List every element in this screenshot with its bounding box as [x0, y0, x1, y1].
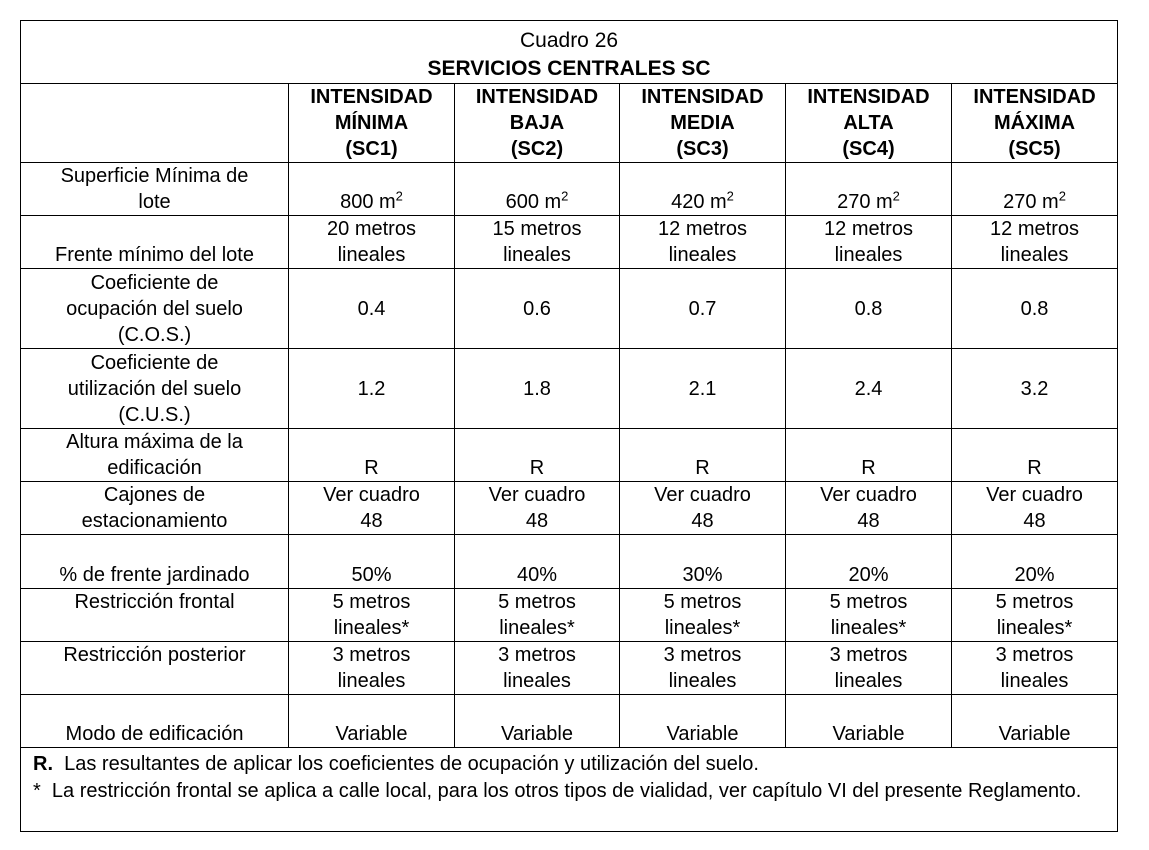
table-cell: 600 $m^2$: [455, 163, 620, 216]
row-label: Coeficiente de utilización del suelo (C.U.S.): [21, 349, 289, 429]
table-row: [21, 216, 1118, 269]
table-cell: 2.4: [786, 349, 952, 429]
table-cell: 800 $m^2$: [289, 163, 455, 216]
table-cell: Ver cuadro 48: [455, 482, 620, 535]
row-label: Frente mínimo del lote: [21, 216, 289, 269]
table-cell: 0.7: [620, 269, 786, 349]
table-cell: Ver cuadro 48: [952, 482, 1118, 535]
table-cell: Variable: [620, 695, 786, 748]
table-cell: 420 $m^2$: [620, 163, 786, 216]
table-cell: 270 $m^2$: [786, 163, 952, 216]
table-cell: 3 metros lineales: [620, 642, 786, 695]
table-row: [21, 535, 1118, 589]
table-row: [21, 163, 1118, 216]
header-corner: [21, 84, 289, 163]
table-cell: 0.4: [289, 269, 455, 349]
table-cell: 15 metros lineales: [455, 216, 620, 269]
table-cell: Variable: [455, 695, 620, 748]
table-cell: 5 metros lineales*: [952, 589, 1118, 642]
table-cell: 12 metros lineales: [620, 216, 786, 269]
table-row: [21, 482, 1118, 535]
table-cell: R: [952, 429, 1118, 482]
table-cell: 3.2: [952, 349, 1118, 429]
table-cell: R: [786, 429, 952, 482]
table-cell: Variable: [952, 695, 1118, 748]
table-cell: 5 metros lineales*: [786, 589, 952, 642]
table-cell: 30%: [620, 535, 786, 589]
table-cell: 270 $m^2$: [952, 163, 1118, 216]
table-cell: Ver cuadro 48: [620, 482, 786, 535]
zoning-table: [20, 20, 1118, 832]
table-cell: 50%: [289, 535, 455, 589]
row-label: Superficie Mínima de lote: [21, 163, 289, 216]
row-label: Restricción frontal: [21, 589, 289, 642]
table-row: [21, 642, 1118, 695]
table-cell: 20%: [786, 535, 952, 589]
table-row: [21, 349, 1118, 429]
table-cell: R: [455, 429, 620, 482]
row-label: Modo de edificación: [21, 695, 289, 748]
table-row: [21, 695, 1118, 748]
table-cell: 0.8: [786, 269, 952, 349]
column-header: INTENSIDAD BAJA (SC2): [455, 84, 620, 163]
note-r: R. Las resultantes de aplicar los coeficientes de ocupación y utilización del suelo.: [33, 753, 759, 775]
table-cell: Ver cuadro 48: [289, 482, 455, 535]
header-row: [21, 84, 1118, 163]
table-cell: 3 metros lineales: [786, 642, 952, 695]
row-label: Coeficiente de ocupación del suelo (C.O.S.): [21, 269, 289, 349]
table-cell: R: [620, 429, 786, 482]
row-label: % de frente jardinado: [21, 535, 289, 589]
table-cell: 5 metros lineales*: [455, 589, 620, 642]
table-cell: Variable: [786, 695, 952, 748]
table-row: [21, 589, 1118, 642]
table-cell: 20%: [952, 535, 1118, 589]
column-header: INTENSIDAD MÍNIMA (SC1): [289, 84, 455, 163]
table-cell: 12 metros lineales: [952, 216, 1118, 269]
row-label: Cajones de estacionamiento: [21, 482, 289, 535]
column-header: INTENSIDAD MEDIA (SC3): [620, 84, 786, 163]
table-cell: Ver cuadro 48: [786, 482, 952, 535]
table-cell: 5 metros lineales*: [620, 589, 786, 642]
table-cell: 0.8: [952, 269, 1118, 349]
note-asterisk: * La restricción frontal se aplica a calle local, para los otros tipos de vialidad, ver capítulo VI del presente Reglamento.: [33, 780, 1082, 802]
row-label: Restricción posterior: [21, 642, 289, 695]
table-cell: Variable: [289, 695, 455, 748]
table-heading: SERVICIOS CENTRALES SC: [427, 57, 711, 80]
table-cell: 3 metros lineales: [952, 642, 1118, 695]
table-cell: R: [289, 429, 455, 482]
table-cell: 1.8: [455, 349, 620, 429]
table-cell: 5 metros lineales*: [289, 589, 455, 642]
table-row: [21, 429, 1118, 482]
table-cell: 12 metros lineales: [786, 216, 952, 269]
table-row: [21, 269, 1118, 349]
table-cell: 3 metros lineales: [289, 642, 455, 695]
column-header: INTENSIDAD ALTA (SC4): [786, 84, 952, 163]
row-label: Altura máxima de la edificación: [21, 429, 289, 482]
table-cell: 2.1: [620, 349, 786, 429]
table-notes: [21, 748, 1118, 832]
table-cell: 0.6: [455, 269, 620, 349]
table-cell: 20 metros lineales: [289, 216, 455, 269]
table-cell: 40%: [455, 535, 620, 589]
column-header: INTENSIDAD MÁXIMA (SC5): [952, 84, 1118, 163]
table-cell: 1.2: [289, 349, 455, 429]
table-title: [21, 21, 1118, 84]
table-cell: 3 metros lineales: [455, 642, 620, 695]
table-number: Cuadro 26: [519, 29, 619, 52]
